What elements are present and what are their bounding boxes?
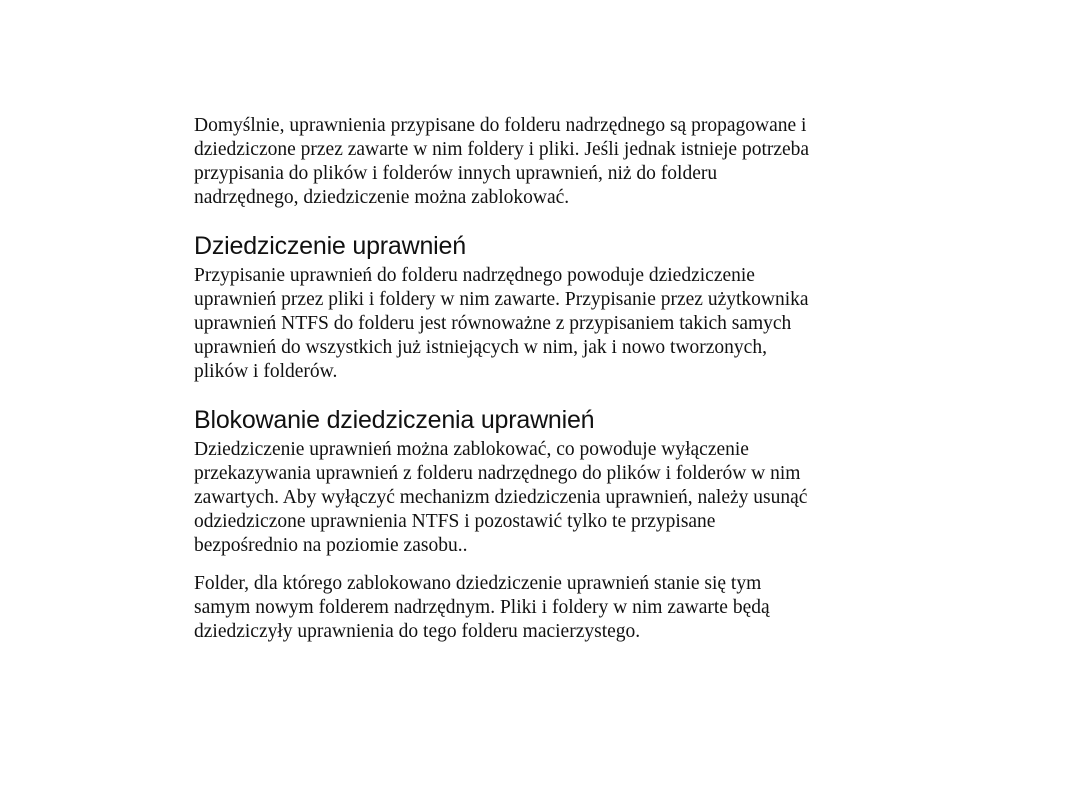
section2-p2-line-1: Folder, dla którego zablokowano dziedziczenie uprawnień stanie się tym <box>194 573 762 594</box>
intro-line-4: nadrzędnego, dziedziczenie można zablokować. <box>194 187 570 208</box>
section2-p1-line-3: zawartych. Aby wyłączyć mechanizm dziedziczenia uprawnień, należy usunąć <box>194 487 808 508</box>
section1-line-1: Przypisanie uprawnień do folderu nadrzędnego powoduje dziedziczenie <box>194 265 755 286</box>
intro-paragraph <box>194 114 914 210</box>
section2-p1-line-2: przekazywania uprawnień z folderu nadrzędnego do plików i folderów w nim <box>194 463 801 484</box>
section2-paragraph-1 <box>194 438 914 558</box>
spacer <box>194 558 914 572</box>
section2-paragraph-2 <box>194 572 914 644</box>
intro-line-2: dziedziczone przez zawarte w nim foldery i pliki. Jeśli jednak istnieje potrzeba <box>194 139 810 160</box>
section2-p1-line-1: Dziedziczenie uprawnień można zablokować, co powoduje wyłączenie <box>194 439 749 460</box>
section2-p1-line-5: bezpośrednio na poziomie zasobu.. <box>194 535 468 556</box>
section1-line-4: uprawnień do wszystkich już istniejących w nim, jak i nowo tworzonych, <box>194 337 767 358</box>
spacer <box>194 210 914 231</box>
section1-line-5: plików i folderów. <box>194 361 338 382</box>
intro-line-1: Domyślnie, uprawnienia przypisane do folderu nadrzędnego są propagowane i <box>194 115 807 136</box>
section1-heading: Dziedziczenie uprawnień <box>194 232 466 260</box>
spacer <box>194 384 914 405</box>
section1-paragraph <box>194 264 914 384</box>
section2-p2-line-3: dziedziczyły uprawnienia do tego folderu macierzystego. <box>194 621 641 642</box>
intro-line-3: przypisania do plików i folderów innych uprawnień, niż do folderu <box>194 163 718 184</box>
section1-line-2: uprawnień przez pliki i foldery w nim zawarte. Przypisanie przez użytkownika <box>194 289 809 310</box>
section2-heading: Blokowanie dziedziczenia uprawnień <box>194 406 595 434</box>
section2-p1-line-4: odziedziczone uprawnienia NTFS i pozostawić tylko te przypisane <box>194 511 716 532</box>
section2-p2-line-2: samym nowym folderem nadrzędnym. Pliki i foldery w nim zawarte będą <box>194 597 770 618</box>
section1-line-3: uprawnień NTFS do folderu jest równoważne z przypisaniem takich samych <box>194 313 792 334</box>
document-content <box>194 114 914 644</box>
